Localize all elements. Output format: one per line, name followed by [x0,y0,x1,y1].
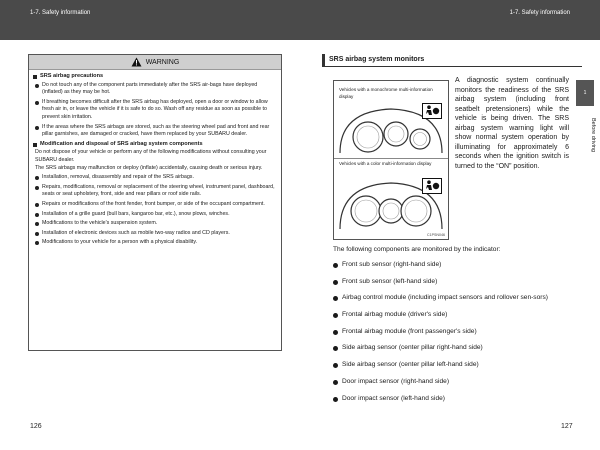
warning-header [29,55,281,70]
page-number-left: 126 [30,423,42,430]
chapter-tab: 1 [576,80,594,106]
list-item: Repairs, modifications, removal or replacement of the steering wheel, instrument panel, dashboard, seats or seat upholstery, front, side and rear pillars or roof side rails. [35,184,277,199]
figure-caption-color: Vehicles with a color multi-information display [339,161,432,166]
description-text: A diagnostic system continually monitors the readiness of the SRS airbag system (including front seatbelt pretensioners) while the vehicle is being driven. The SRS airbag system warning light will show normal system operation by illuminating for approximately 6 seconds when the ignition switch is turned to the “ON” position. [455,77,569,170]
paragraph [35,149,277,172]
airbag-warning-icon [422,103,442,119]
list-item: Modifications to the vehicle's suspension system. [35,220,277,228]
list-item: Installation of a grille guard (bull bars, kangaroo bar, etc.), snow plows, winches. [35,211,277,219]
warning-box [28,54,282,351]
paragraph-line: The SRS airbags may malfunction or deploy (inflate) accidentally, causing death or serious injury. [35,164,263,171]
section-title: SRS airbag system monitors [322,54,582,67]
figure-divider [334,158,448,159]
paragraph-line: Do not dispose of your vehicle or perform any of the following modifications without consulting your SUBARU dealer. [35,149,267,163]
page-number-right: 127 [561,423,573,430]
list-item: Installation of electronic devices such as mobile two-way radios and CD players. [35,230,277,238]
page-header-bar [0,0,600,40]
list-item: Door impact sensor (left-hand side) [333,395,573,404]
list-item: Front sub sensor (right-hand side) [333,261,573,270]
list-item: Side airbag sensor (center pillar right-hand side) [333,344,573,353]
warning-title: WARNING [145,58,180,66]
components-intro: The following components are monitored by the indicator: [333,246,501,253]
figure-code: C1PSN046 [427,233,445,237]
list-item: Do not touch any of the component parts immediately after the SRS air-bags have deployed (inflated) as they may be hot. [35,82,277,97]
header-right: 1-7. Safety information [509,10,570,16]
list-item: Door impact sensor (right-hand side) [333,378,573,387]
heading-text: Modification and disposal of SRS airbag system components [40,140,203,147]
list-item: Frontal airbag module (front passenger's side) [333,328,573,337]
list-item: If the areas where the SRS airbags are stored, such as the steering wheel pad and front and rear pillar garnishes, are damaged or cracked, have them replaced by your SUBARU dealer. [35,124,277,139]
list-item: Frontal airbag module (driver's side) [333,311,573,320]
list-item: Modifications to your vehicle for a person with a physical disability. [35,239,277,247]
list-item: Side airbag sensor (center pillar left-hand side) [333,361,573,370]
components-list [333,261,573,411]
heading-text: SRS airbag precautions [40,73,104,79]
list-item: If breathing becomes difficult after the SRS airbag has deployed, open a door or window to allow fresh air in, or leave the vehicle if it is safe to do so. Wash off any residue as soon as possible to prevent skin irritation. [35,99,277,122]
warning-body [33,73,277,249]
list-item: Repairs or modifications of the front fender, front bumper, or side of the occupant compartment. [35,201,277,209]
instrument-figure [333,80,449,240]
section-heading [33,141,277,149]
list-item: Installation, removal, disassembly and repair of the SRS airbags. [35,174,277,182]
list-item: Front sub sensor (left-hand side) [333,278,573,287]
square-bullet-icon [33,143,37,147]
square-bullet-icon [33,75,37,79]
airbag-warning-icon [422,178,442,194]
section-heading [33,73,277,81]
figure-caption-monochrome: Vehicles with a monochrome multi-information display [339,87,433,99]
list-item: Airbag control module (including impact sensors and rollover sen-sors) [333,294,573,303]
warning-triangle-icon [131,57,142,67]
chapter-label: Before driving [590,118,596,152]
header-left: 1-7. Safety information [30,10,91,16]
